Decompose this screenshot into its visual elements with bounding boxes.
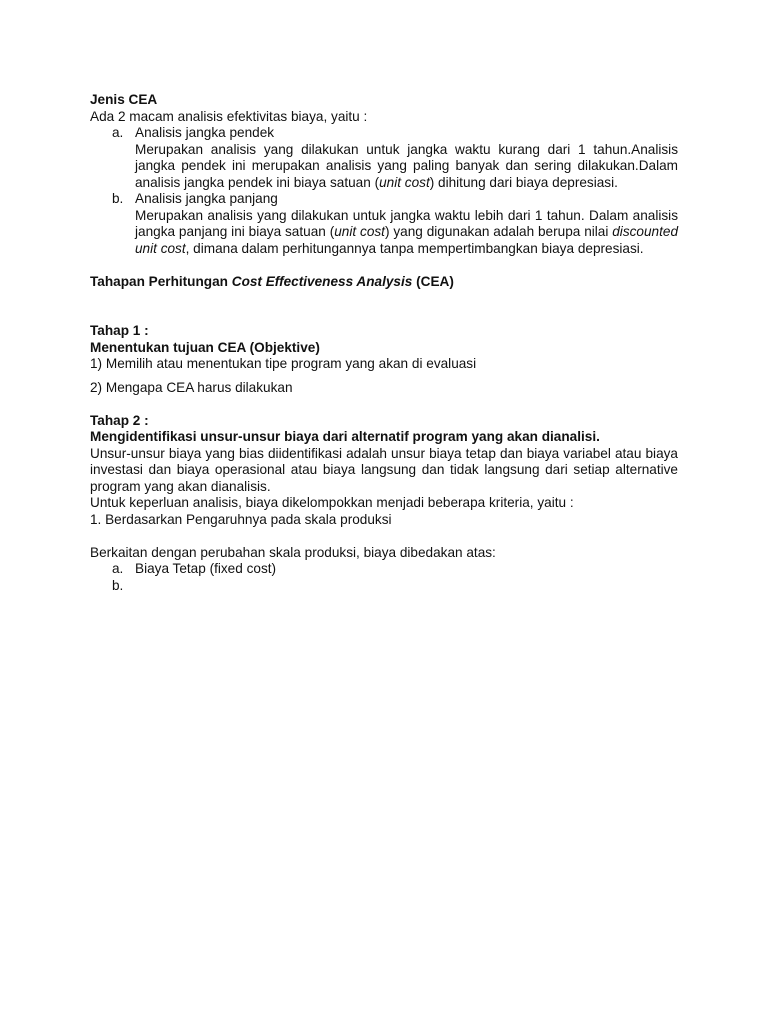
tahap-1-line-1: 1) Memilih atau menentukan tipe program yang akan di evaluasi bbox=[90, 356, 477, 371]
tahap-2-line-1: Untuk keperluan analisis, biaya dikelompokkan menjadi beberapa kriteria, yaitu : bbox=[90, 495, 574, 510]
intro-text: Ada 2 macam analisis efektivitas biaya, yaitu : bbox=[90, 108, 368, 124]
list-item-b bbox=[90, 578, 678, 595]
emphasis-unit-cost: unit cost bbox=[379, 174, 430, 190]
document-page bbox=[90, 92, 678, 594]
list-item-a bbox=[90, 561, 678, 578]
list-label: a. bbox=[112, 561, 124, 576]
list-label: b. bbox=[112, 191, 124, 206]
tahap-2-subtitle: Mengidentifikasi unsur-unsur biaya dari alternatif program yang akan dianalisi. bbox=[90, 429, 600, 444]
section-heading-jenis-cea: Jenis CEA bbox=[90, 92, 158, 107]
list-item-a bbox=[90, 125, 678, 191]
list-label: b. bbox=[112, 577, 124, 593]
list-item-description: Merupakan analisis yang dilakukan untuk jangka waktu kurang dari 1 tahun.Analisis jangka pendek ini merupakan analisis yang paling banyak dan sering dilakukan.Dalam analisis jangka pendek ini biaya satuan (unit cost) dihitung dari biaya depresiasi. bbox=[135, 141, 678, 190]
tahap-2-line-3: Berkaitan dengan perubahan skala produksi, biaya dibedakan atas: bbox=[90, 544, 496, 560]
tahap-1-line-2: 2) Mengapa CEA harus dilakukan bbox=[90, 379, 293, 395]
list-item-title: Analisis jangka pendek bbox=[135, 125, 275, 140]
list-item-description: Merupakan analisis yang dilakukan untuk jangka waktu lebih dari 1 tahun. Dalam analisis jangka panjang ini biaya satuan (unit cost) yang digunakan adalah berupa nilai discounted unit cost, dimana dalam perhitungannya tanpa mempertimbangkan biaya depresiasi. bbox=[135, 207, 679, 256]
list-item-text: Biaya Tetap (fixed cost) bbox=[135, 561, 277, 576]
list-item-title: Analisis jangka panjang bbox=[135, 191, 278, 206]
list-item-b bbox=[90, 191, 678, 257]
tahap-1-title: Tahap 1 : bbox=[90, 323, 149, 338]
tahap-2-paragraph: Unsur-unsur biaya yang bias diidentifikasi adalah unsur biaya tetap dan biaya variabel atau biaya investasi dan biaya operasional atau biaya langsung dan tidak langsung dari setiap alternative program yang akan dianalisis. bbox=[90, 445, 678, 494]
emphasis-unit-cost: unit cost bbox=[334, 224, 385, 239]
list-label: a. bbox=[112, 125, 124, 140]
emphasis-cea: Cost Effectiveness Analysis bbox=[231, 273, 413, 289]
section-heading-tahapan: Tahapan Perhitungan Cost Effectiveness Analysis (CEA) bbox=[90, 273, 454, 289]
tahap-1-subtitle: Menentukan tujuan CEA (Objektive) bbox=[90, 339, 320, 355]
tahap-2-line-2: 1. Berdasarkan Pengaruhnya pada skala produksi bbox=[90, 511, 392, 527]
emphasis-discounted-unit-cost: discounted unit cost bbox=[135, 224, 679, 256]
tahap-2-title: Tahap 2 : bbox=[90, 412, 149, 428]
list-item-text bbox=[135, 578, 678, 595]
